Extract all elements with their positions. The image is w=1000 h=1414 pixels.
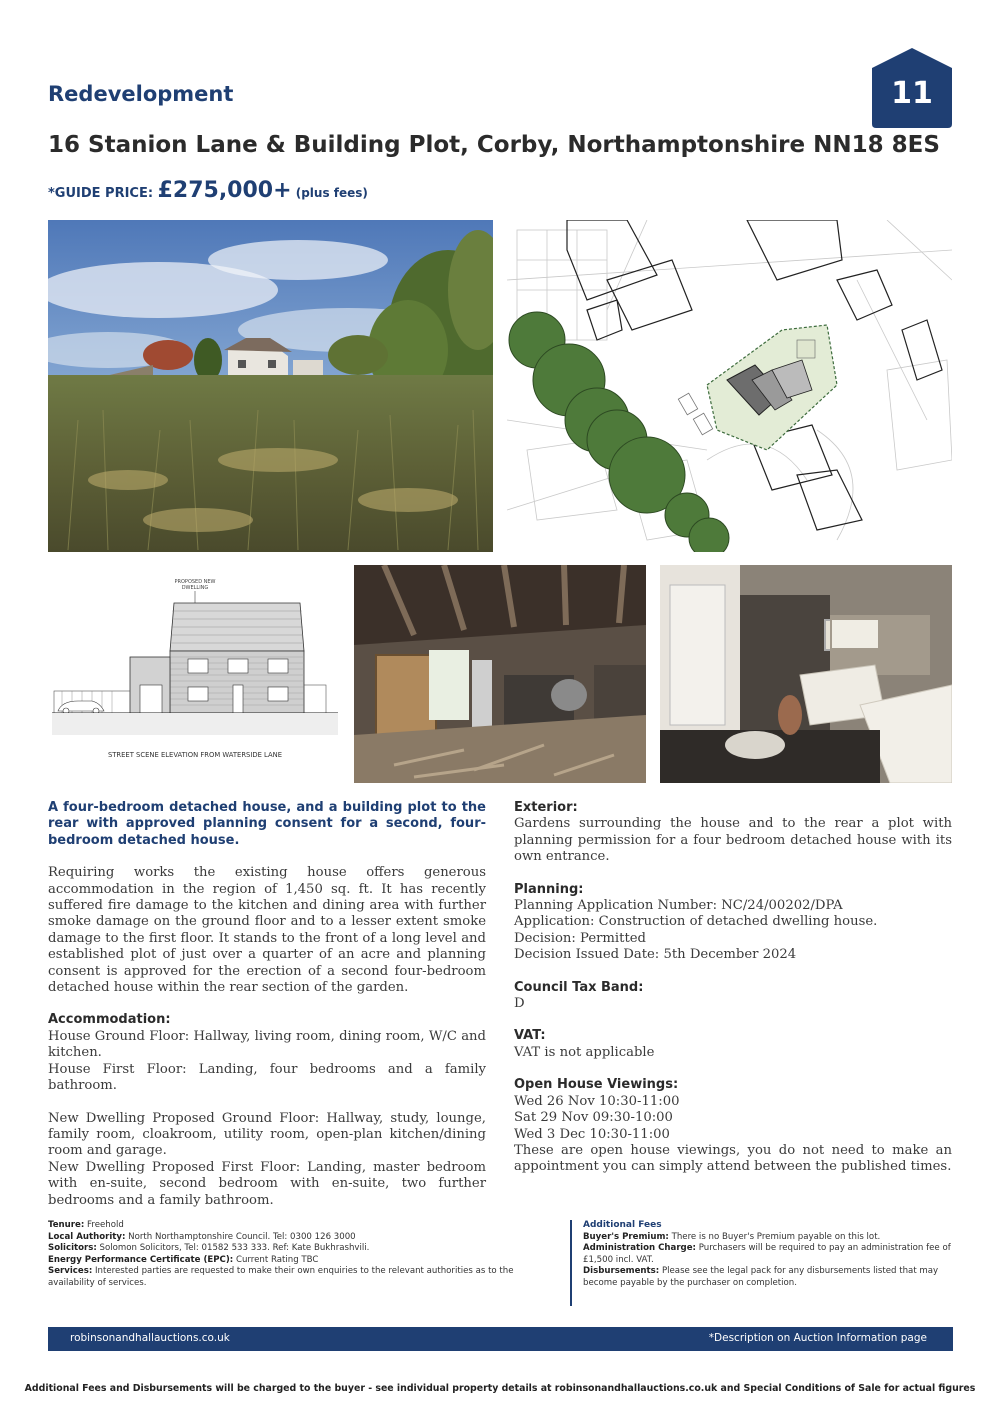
premium-label: Buyer's Premium: (583, 1231, 669, 1242)
fees-disclaimer: Additional Fees and Disbursements will be charged to the buyer - see individual property details at robinsonandhallauctions.co.uk and Special Conditions of Sale for actual figures (24, 1383, 976, 1394)
guide-price-value: £275,000+ (157, 178, 292, 203)
plot-photo (48, 220, 493, 552)
property-title: 16 Stanion Lane & Building Plot, Corby, Northamptonshire NN18 8ES (48, 132, 940, 158)
tenure-label: Tenure: (48, 1220, 85, 1230)
viewing-slot: Sat 29 Nov 09:30-10:00 (514, 1110, 673, 1126)
new-dwelling-ground-floor: New Dwelling Proposed Ground Floor: Hallway, study, lounge, family room, cloakroom, utility room, open-plan kitchen/dining room and garage. (48, 1110, 486, 1159)
new-dwelling-first-floor: New Dwelling Proposed First Floor: Landing, master bedroom with en-suite, second bedroom with en-suite, two further bedrooms and a family bathroom. (48, 1159, 486, 1208)
additional-fees-heading: Additional Fees (583, 1220, 662, 1230)
lead-summary: A four-bedroom detached house, and a building plot to the rear with approved planning consent for a second, four-bedroom detached house. (48, 800, 486, 848)
accommodation-ground-floor: House Ground Floor: Hallway, living room, dining room, W/C and kitchen. (48, 1028, 486, 1061)
bedroom-photo (660, 565, 952, 783)
guide-price (48, 178, 368, 203)
solicitors-label: Solicitors: (48, 1243, 97, 1254)
details-column (514, 800, 952, 1176)
council-tax-heading: Council Tax Band: (514, 979, 644, 995)
vat-value: VAT is not applicable (514, 1044, 655, 1060)
footer-divider (570, 1220, 572, 1306)
premium-value: There is no Buyer's Premium payable on this lot. (668, 1231, 881, 1242)
legal-details (48, 1220, 558, 1290)
description-note: *Description on Auction Information page (708, 1332, 927, 1344)
category-heading: Redevelopment (48, 82, 234, 106)
services-value: Interested parties are requested to make their own enquiries to the relevant authorities as to the availability of services. (48, 1266, 514, 1288)
tenure-value: Freehold (84, 1220, 124, 1230)
lot-number: 11 (891, 76, 933, 111)
disbursements-value: Please see the legal pack for any disbursements listed that may become payable by the purchaser on completion. (583, 1266, 939, 1288)
street-elevation-drawing (48, 565, 342, 783)
viewings-heading: Open House Viewings: (514, 1077, 679, 1093)
solicitors-value: Solomon Solicitors, Tel: 01582 533 333. Ref: Kate Bukhrashvili. (96, 1243, 370, 1254)
kitchen-fire-damage-photo (354, 565, 646, 783)
description-body: Requiring works the existing house offers generous accommodation in the region of 1,450 sq. ft. It has recently suffered fire damage to the kitchen and dining area with further smoke damage on the ground floor and to a lesser extent smoke damage to the first floor. It stands to the front of a long level and established plot of just over a quarter of an acre and planning consent is approved for the erection of a second four-bedroom detached house within the rear section of the garden. (48, 865, 486, 996)
epc-value: Current Rating TBC (233, 1254, 319, 1265)
guide-fees: (plus fees) (291, 186, 368, 200)
planning-heading: Planning: (514, 881, 584, 897)
viewing-slot: Wed 3 Dec 10:30-11:00 (514, 1126, 670, 1142)
planning-decision: Decision: Permitted (514, 930, 646, 946)
viewings-note: These are open house viewings, you do not need to make an appointment you can simply attend between the published times. (514, 1142, 952, 1175)
footer-bar (48, 1327, 953, 1351)
planning-application: Application: Construction of detached dwelling house. (514, 914, 878, 930)
guide-label: *GUIDE PRICE: (48, 186, 158, 201)
elevation-proposed-label: PROPOSED NEW DWELLING (174, 579, 216, 591)
vat-heading: VAT: (514, 1028, 546, 1044)
additional-fees (583, 1220, 953, 1290)
authority-value: North Northamptonshire Council. Tel: 0300 126 3000 (125, 1231, 356, 1242)
council-tax-value: D (514, 996, 525, 1012)
planning-decision-date: Decision Issued Date: 5th December 2024 (514, 947, 797, 963)
exterior-text: Gardens surrounding the house and to the rear a plot with planning permission for a four bedroom detached house with its own entrance. (514, 816, 952, 865)
lot-badge (872, 48, 952, 128)
epc-label: Energy Performance Certificate (EPC): (48, 1254, 234, 1265)
admin-label: Administration Charge: (583, 1243, 696, 1254)
disbursements-label: Disbursements: (583, 1266, 660, 1277)
planning-application-number: Planning Application Number: NC/24/00202/DPA (514, 898, 843, 914)
elevation-caption: STREET SCENE ELEVATION FROM WATERSIDE LANE (107, 751, 283, 759)
site-plan (507, 220, 952, 552)
authority-label: Local Authority: (48, 1231, 126, 1242)
admin-value: Purchasers will be required to pay an administration fee of £1,500 incl. VAT. (583, 1243, 951, 1265)
services-label: Services: (48, 1266, 93, 1277)
website-link[interactable]: robinsonandhallauctions.co.uk (70, 1332, 230, 1344)
exterior-heading: Exterior: (514, 800, 578, 815)
description-column (48, 800, 486, 1209)
accommodation-first-floor: House First Floor: Landing, four bedrooms and a family bathroom. (48, 1061, 486, 1094)
accommodation-heading: Accommodation: (48, 1012, 171, 1028)
viewing-slot: Wed 26 Nov 10:30-11:00 (514, 1093, 680, 1109)
